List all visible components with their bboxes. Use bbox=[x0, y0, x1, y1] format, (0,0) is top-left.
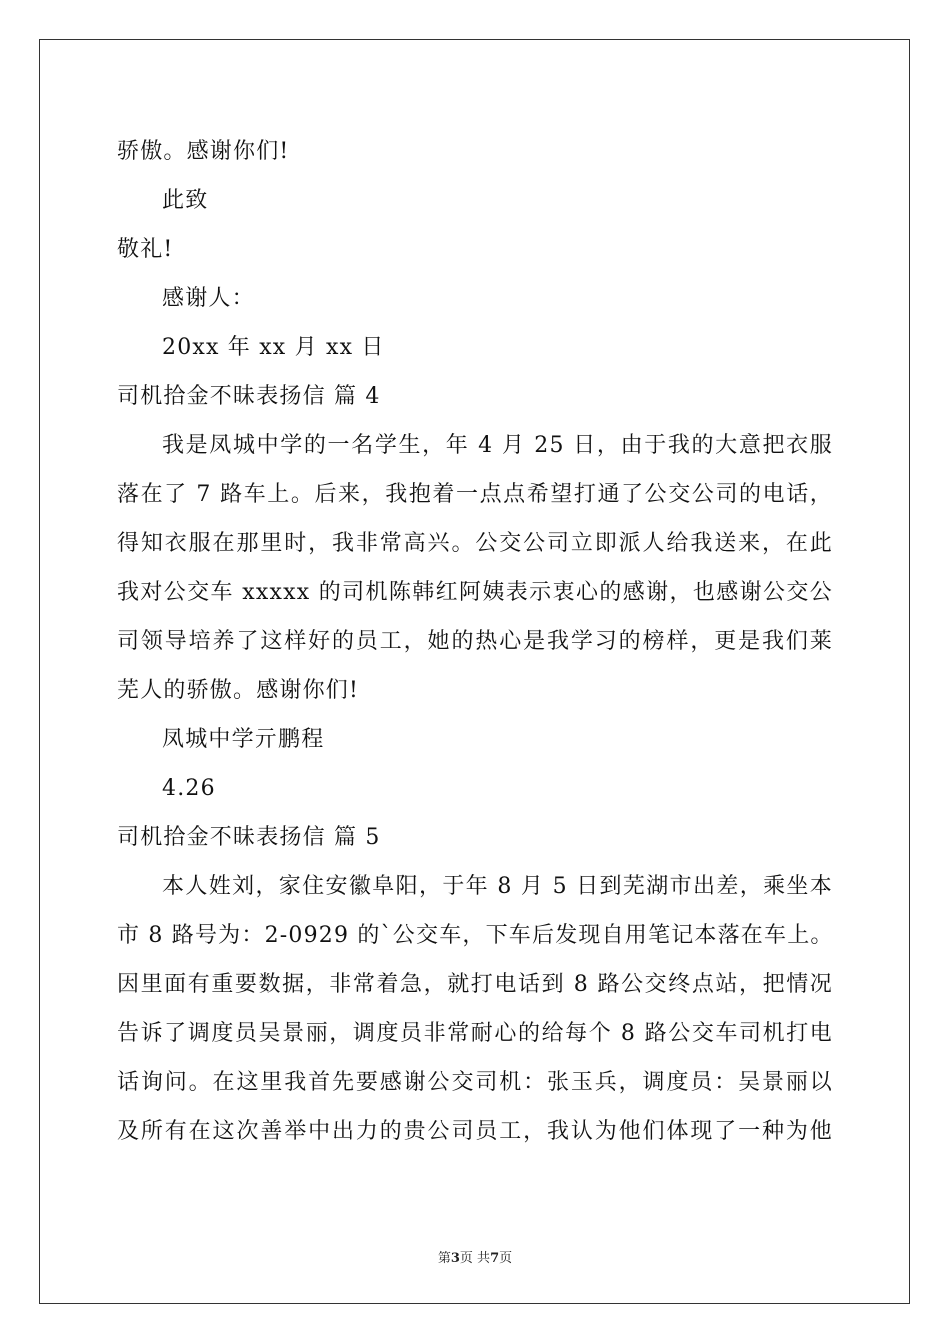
document-body bbox=[117, 127, 833, 1156]
closing-regards: 敬礼! bbox=[117, 237, 174, 262]
signature-name: 凤城中学亓鹏程 bbox=[162, 727, 325, 752]
paragraph-line: 话询问。在这里我首先要感谢公交司机：张玉兵，调度员：吴景丽以 bbox=[117, 1070, 833, 1095]
paragraph-line: 及所有在这次善举中出力的贵公司员工，我认为他们体现了一种为他 bbox=[117, 1119, 833, 1144]
paragraph-line: 市 8 路号为：2-0929 的`公交车，下车后发现自用笔记本落在车上。 bbox=[117, 923, 834, 948]
footer-mid: 页 共 bbox=[459, 1251, 491, 1266]
signature-date: 4.26 bbox=[162, 776, 216, 801]
paragraph-line: 本人姓刘，家住安徽阜阳，于年 8 月 5 日到芜湖市出差，乘坐本 bbox=[162, 874, 833, 899]
paragraph-line: 因里面有重要数据，非常着急，就打电话到 8 路公交终点站，把情况 bbox=[117, 972, 833, 997]
page-footer bbox=[0, 1247, 950, 1266]
paragraph-line: 司领导培养了这样好的员工，她的热心是我学习的榜样，更是我们莱 bbox=[117, 629, 833, 654]
footer-prefix: 第 bbox=[437, 1251, 451, 1266]
paragraph-line: 骄傲。感谢你们! bbox=[117, 139, 290, 164]
paragraph-line: 落在了 7 路车上。后来，我抱着一点点希望打通了公交公司的电话， bbox=[117, 482, 833, 507]
page-number-total: 7 bbox=[490, 1251, 500, 1266]
paragraph-line: 告诉了调度员吴景丽，调度员非常耐心的给每个 8 路公交车司机打电 bbox=[117, 1021, 833, 1046]
section-heading-4: 司机拾金不昧表扬信 篇 4 bbox=[117, 384, 381, 409]
paragraph-line: 芜人的骄傲。感谢你们! bbox=[117, 678, 360, 703]
paragraph-line: 我对公交车 xxxxx 的司机陈韩红阿姨表示衷心的感谢，也感谢公交公 bbox=[117, 580, 833, 605]
paragraph-line: 我是凤城中学的一名学生，年 4 月 25 日，由于我的大意把衣服 bbox=[162, 433, 833, 458]
page-number-current: 3 bbox=[450, 1251, 460, 1266]
section-heading-5: 司机拾金不昧表扬信 篇 5 bbox=[117, 825, 381, 850]
closing-salutation: 此致 bbox=[162, 188, 209, 213]
letter-date: 20xx 年 xx 月 xx 日 bbox=[162, 335, 385, 360]
paragraph-line: 得知衣服在那里时，我非常高兴。公交公司立即派人给我送来，在此 bbox=[117, 531, 833, 556]
footer-suffix: 页 bbox=[499, 1251, 513, 1266]
signature-label: 感谢人： bbox=[162, 286, 255, 311]
